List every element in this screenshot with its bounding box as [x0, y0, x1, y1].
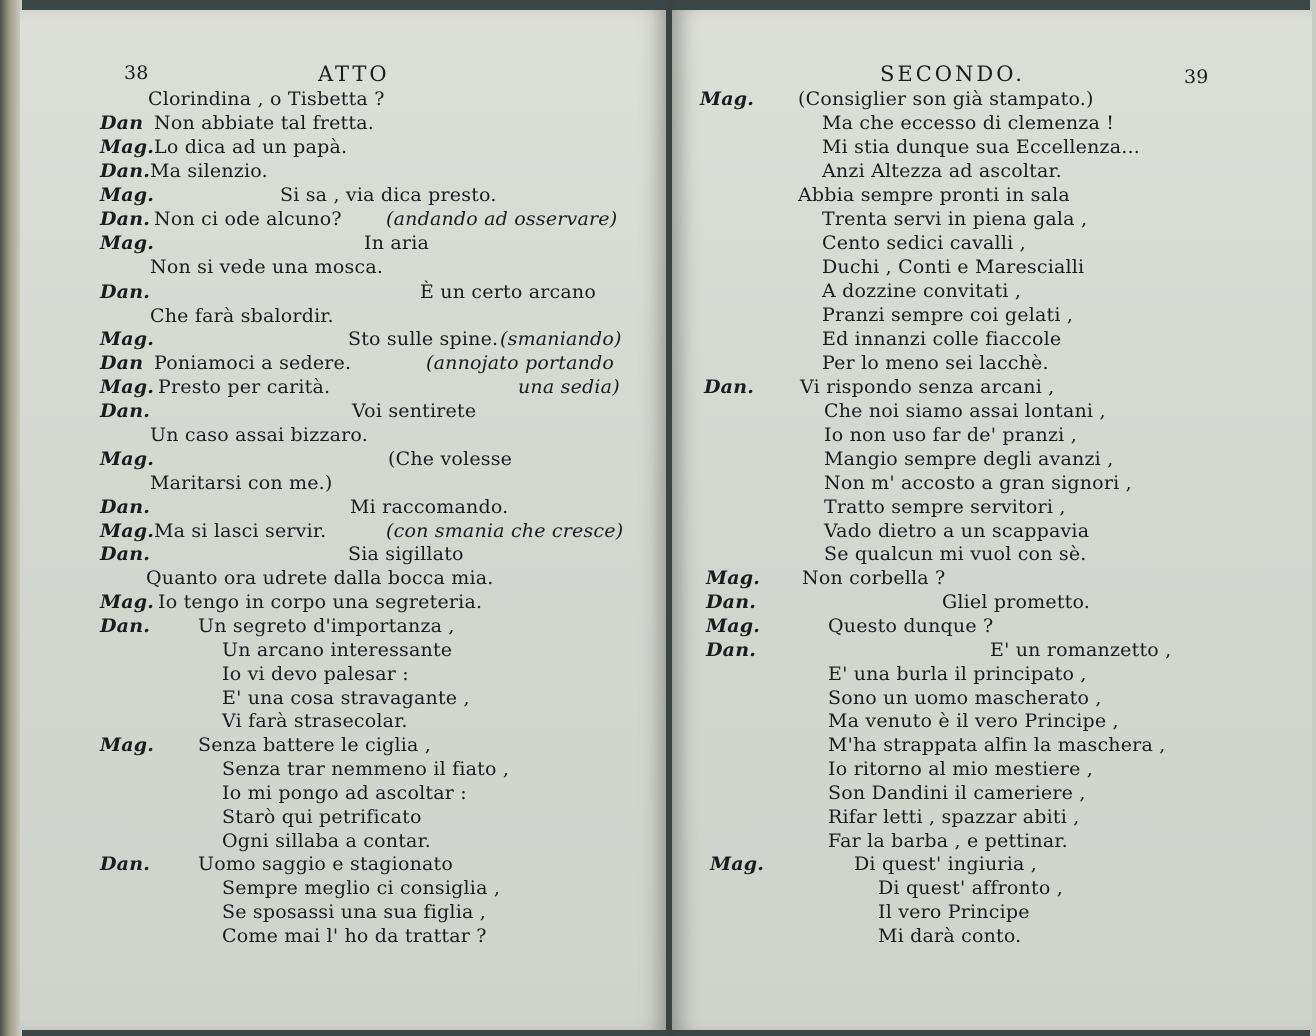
verse-line: Non si vede una mosca.	[150, 256, 384, 278]
right-page	[672, 10, 1312, 1030]
verse-line: Il vero Principe	[878, 901, 1030, 923]
verse-line: Uomo saggio e stagionato	[198, 853, 454, 875]
speaker-label: Dan.	[100, 853, 151, 875]
verse-line: Quanto ora udrete dalla bocca mia.	[146, 567, 494, 589]
verse-line: Cento sedici cavalli ,	[822, 232, 1026, 254]
verse-line: Mi darà conto.	[878, 925, 1022, 947]
verse-line: Non ci ode alcuno?	[154, 208, 342, 230]
verse-line: Io non uso far de' pranzi ,	[824, 424, 1077, 446]
verse-line: Di quest' affronto ,	[878, 877, 1063, 899]
verse-line: Si sa , via dica presto.	[280, 184, 497, 206]
speaker-label: Mag.	[700, 88, 755, 110]
verse-line: Vi farà strasecolar.	[222, 710, 408, 732]
verse-line: Mi raccomando.	[350, 496, 509, 518]
verse-line: M'ha strappata alfin la maschera ,	[828, 734, 1166, 756]
verse-line: Io tengo in corpo una segreteria.	[158, 591, 483, 613]
verse-line: Senza trar nemmeno il fiato ,	[222, 758, 510, 780]
verse-line: Poniamoci a sedere.	[154, 352, 352, 374]
verse-line: (Consiglier son già stampato.)	[798, 88, 1094, 110]
verse-line: Son Dandini il cameriere ,	[828, 782, 1086, 804]
verse-line: Non abbiate tal fretta.	[154, 112, 374, 134]
verse-line: Clorindina , o Tisbetta ?	[148, 88, 385, 110]
page-number-left: 38	[124, 62, 149, 84]
verse-line: Un segreto d'importanza ,	[198, 615, 455, 637]
stage-direction: (andando ad osservare)	[386, 208, 618, 230]
speaker-label: Mag.	[706, 567, 761, 589]
verse-line: Per lo meno sei lacchè.	[822, 352, 1049, 374]
verse-line: Sto sulle spine.	[348, 328, 499, 350]
verse-line: Far la barba , e pettinar.	[828, 830, 1068, 852]
speaker-label: Dan.	[100, 615, 151, 637]
verse-line: Io mi pongo ad ascoltar :	[222, 782, 467, 804]
speaker-label: Mag.	[100, 232, 155, 254]
verse-line: Ma venuto è il vero Principe ,	[828, 710, 1119, 732]
speaker-label: Dan.	[100, 281, 151, 303]
verse-line: Vado dietro a un scappavia	[824, 520, 1090, 542]
verse-line: Un arcano interessante	[222, 639, 453, 661]
verse-line: Questo dunque ?	[828, 615, 994, 637]
verse-line: Sono un uomo mascherato ,	[828, 687, 1102, 709]
speaker-label: Mag.	[100, 520, 155, 542]
verse-line: Sempre meglio ci consiglia ,	[222, 877, 501, 899]
verse-line: Se qualcun mi vuol con sè.	[824, 543, 1087, 565]
verse-line: Ma si lasci servir.	[154, 520, 327, 542]
running-head-left: ATTO	[318, 62, 390, 86]
verse-line: Se sposassi una sua figlia ,	[222, 901, 486, 923]
verse-line: Voi sentirete	[352, 400, 477, 422]
speaker-label: Dan.	[706, 639, 757, 661]
speaker-label: Mag.	[100, 734, 155, 756]
speaker-label: Dan.	[100, 496, 151, 518]
verse-line: Non corbella ?	[802, 567, 946, 589]
verse-line: Io ritorno al mio mestiere ,	[828, 758, 1094, 780]
verse-line: Come mai l' ho da trattar ?	[222, 925, 487, 947]
verse-line: Duchi , Conti e Marescialli	[822, 256, 1085, 278]
stage-direction: (annojato portando	[426, 352, 615, 374]
speaker-label: Mag.	[706, 615, 761, 637]
verse-line: Gliel prometto.	[942, 591, 1091, 613]
verse-line: A dozzine convitati ,	[822, 280, 1022, 302]
left-page	[20, 10, 668, 1030]
verse-line: In aria	[364, 232, 429, 254]
speaker-label: Mag.	[100, 136, 155, 158]
speaker-label: Dan	[100, 352, 144, 374]
verse-line: Rifar letti , spazzar abiti ,	[828, 806, 1080, 828]
speaker-label: Dan	[100, 112, 144, 134]
book-edge-left	[0, 0, 22, 1036]
speaker-label: Mag.	[100, 328, 155, 350]
verse-line: Sia sigillato	[348, 543, 464, 565]
verse-line: Maritarsi con me.)	[150, 472, 333, 494]
stage-direction: (con smania che cresce)	[386, 520, 624, 542]
verse-line: Anzi Altezza ad ascoltar.	[822, 160, 1062, 182]
verse-line: Che farà sbalordir.	[150, 305, 334, 327]
speaker-label: Dan.	[100, 543, 151, 565]
verse-line: Non m' accosto a gran signori ,	[824, 472, 1132, 494]
verse-line: È un certo arcano	[420, 281, 596, 303]
stage-direction: (smaniando)	[500, 328, 622, 350]
verse-line: Abbia sempre pronti in sala	[798, 184, 1070, 206]
running-head-right: SECONDO.	[880, 62, 1025, 86]
verse-line: Presto per carità.	[158, 376, 331, 398]
speaker-label: Dan.	[100, 160, 151, 182]
speaker-label: Mag.	[100, 184, 155, 206]
verse-line: E' una cosa stravagante ,	[222, 687, 470, 709]
verse-line: E' una burla il principato ,	[828, 663, 1087, 685]
verse-line: Lo dica ad un papà.	[154, 136, 348, 158]
verse-line: Un caso assai bizzaro.	[150, 424, 368, 446]
verse-line: Ogni sillaba a contar.	[222, 830, 432, 852]
verse-line: Che noi siamo assai lontani ,	[824, 400, 1106, 422]
verse-line: E' un romanzetto ,	[990, 639, 1172, 661]
verse-line: Ma che eccesso di clemenza !	[822, 112, 1115, 134]
speaker-label: Mag.	[710, 853, 765, 875]
speaker-label: Mag.	[100, 591, 155, 613]
verse-line: Senza battere le ciglia ,	[198, 734, 432, 756]
verse-line: Starò qui petrificato	[222, 806, 422, 828]
verse-line: Mi stia dunque sua Eccellenza...	[822, 136, 1140, 158]
verse-line: (Che volesse	[388, 448, 513, 470]
page-number-right: 39	[1184, 66, 1209, 88]
verse-line: Di quest' ingiuria ,	[854, 853, 1037, 875]
speaker-label: Mag.	[100, 448, 155, 470]
verse-line: Pranzi sempre coi gelati ,	[822, 304, 1074, 326]
speaker-label: Dan.	[100, 400, 151, 422]
verse-line: Trenta servi in piena gala ,	[822, 208, 1088, 230]
verse-line: Ma silenzio.	[150, 160, 268, 182]
speaker-label: Dan.	[100, 208, 151, 230]
verse-line: Tratto sempre servitori ,	[824, 496, 1066, 518]
speaker-label: Dan.	[704, 376, 755, 398]
speaker-label: Dan.	[706, 591, 757, 613]
speaker-label: Mag.	[100, 376, 155, 398]
verse-line: Ed innanzi colle fiaccole	[822, 328, 1062, 350]
verse-line: Vi rispondo senza arcani ,	[800, 376, 1055, 398]
verse-line: Io vi devo palesar :	[222, 663, 409, 685]
verse-line: Mangio sempre degli avanzi ,	[824, 448, 1114, 470]
stage-direction: una sedia)	[518, 376, 620, 398]
